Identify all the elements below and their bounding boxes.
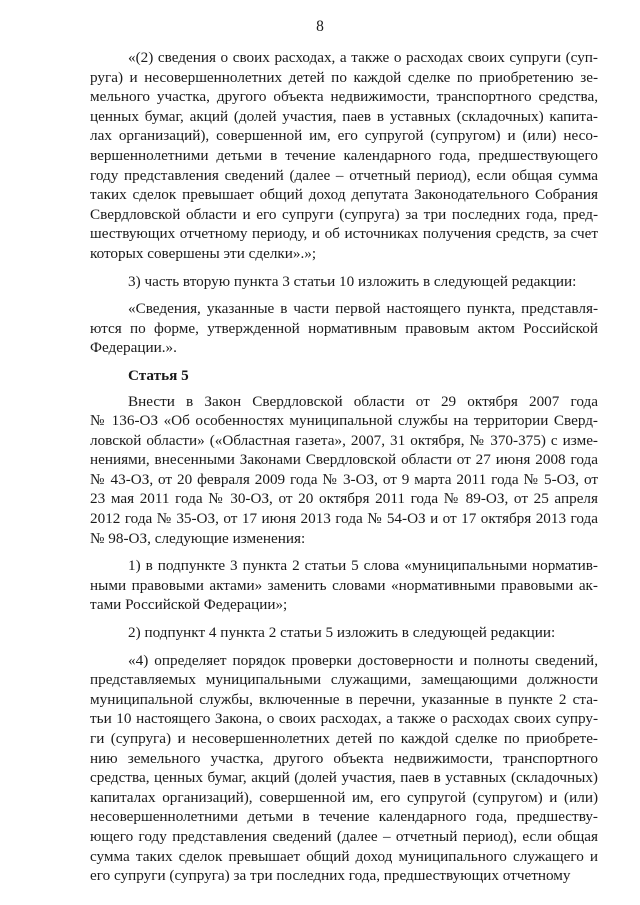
- document-body: [90, 48, 598, 894]
- text-line: № 43-ОЗ, от 20 февраля 2009 года № 3-ОЗ, от 9 марта 2011 года № 5-ОЗ, от: [90, 470, 598, 488]
- article-heading: Статья 5: [128, 366, 189, 384]
- page-number: 8: [316, 18, 324, 35]
- paragraph: [90, 48, 598, 264]
- text-line: 2012 года № 35-ОЗ, от 17 июня 2013 года № 54-ОЗ и от 17 октября 2013 года: [90, 510, 598, 528]
- text-line: ловской области» («Областная газета», 2007, 31 октября, № 370-375) с изме-: [90, 431, 598, 449]
- text-line: капиталах организаций), совершенной им, его супругой (супругом) и (или): [90, 788, 598, 806]
- text-line: ценных бумаг, акций (долей участия, паев в уставных (складочных) капита-: [90, 107, 598, 125]
- text-line: тами Российской Федерации»;: [90, 596, 288, 614]
- text-line: шествующих отчетному периоду, и об источниках получения средств, за счет: [90, 225, 598, 243]
- text-line: ются по форме, утвержденной нормативным правовым актом Российской: [90, 319, 598, 337]
- text-line: году представления сведений (далее – отчетный период), если общая сумма: [90, 166, 598, 184]
- text-line: «4) определяет порядок проверки достоверности и полноты сведений,: [128, 651, 598, 669]
- text-line: сумма таких сделок превышает общий доход муниципального служащего и: [90, 847, 598, 865]
- text-line: лах организаций), совершенной им, его супругой (супругом) и (или) несо-: [90, 127, 598, 145]
- paragraph: [90, 651, 598, 886]
- text-line: Внести в Закон Свердловской области от 29 октября 2007 года: [128, 392, 598, 410]
- text-line: ги (супруга) и несовершеннолетних детей по каждой сделке по приобрете-: [90, 730, 598, 747]
- paragraph: [90, 392, 598, 549]
- text-line: которых совершены эти сделки».»;: [90, 244, 317, 262]
- text-line: 2) подпункт 4 пункта 2 статьи 5 изложить в следующей редакции:: [128, 624, 556, 642]
- text-line: тьи 10 настоящего Закона, о своих расходах, а также о расходах своих супру-: [90, 710, 598, 728]
- text-line: нениями, внесенными Законами Свердловской области от 27 июня 2008 года: [90, 451, 598, 469]
- text-line: «(2) сведения о своих расходах, а также о расходах своих супруги (суп-: [128, 49, 598, 66]
- paragraph: [90, 623, 598, 643]
- text-line: нию земельного участка, другого объекта недвижимости, транспортного: [90, 749, 598, 767]
- text-line: средства, ценных бумаг, акций (долей участия, паев в уставных (складочных): [90, 769, 598, 787]
- text-line: ющего году представления сведений (далее – отчетный период), если общая: [90, 827, 598, 845]
- text-line: Федерации.».: [90, 339, 177, 357]
- text-line: его супруги (супруга) за три последних года, предшествующих отчетному: [90, 867, 571, 885]
- text-line: 3) часть вторую пункта 3 статьи 10 изложить в следующей редакции:: [128, 272, 577, 290]
- paragraph: [90, 272, 598, 292]
- text-line: «Сведения, указанные в части первой настоящего пункта, представля-: [128, 300, 598, 318]
- text-line: руга) и несовершеннолетних детей по каждой сделке по приобретению зе-: [90, 68, 598, 86]
- text-line: таких сделок превышает общий доход депутата Законодательного Собрания: [90, 186, 598, 204]
- text-line: Свердловской области и его супруги (супруга) за три последних года, пред-: [90, 205, 598, 223]
- text-line: 1) в подпункте 3 пункта 2 статьи 5 слова «муниципальными норматив-: [128, 557, 598, 575]
- text-line: 23 мая 2011 года № 30-ОЗ, от 20 октября 2011 года № 89-ОЗ, от 25 апреля: [90, 490, 598, 508]
- text-line: представляемых муниципальными служащими, замещающими должности: [90, 671, 598, 689]
- text-line: несовершеннолетними детьми в течение календарного года, предшеству-: [90, 808, 598, 826]
- text-line: № 98-ОЗ, следующие изменения:: [90, 529, 306, 547]
- paragraph: [90, 299, 598, 358]
- text-line: № 136-ОЗ «Об особенностях муниципальной службы на территории Сверд-: [90, 412, 598, 430]
- paragraph: [90, 556, 598, 615]
- text-line: ными правовыми актами» заменить словами «нормативными правовыми ак-: [90, 576, 598, 594]
- text-line: муниципальной службы, включенные в перечни, указанные в пункте 2 ста-: [90, 690, 598, 708]
- text-line: вершеннолетними детьми в течение календарного года, предшествующего: [90, 146, 598, 164]
- text-line: мельного участка, другого объекта недвижимости, транспортного средства,: [90, 88, 598, 106]
